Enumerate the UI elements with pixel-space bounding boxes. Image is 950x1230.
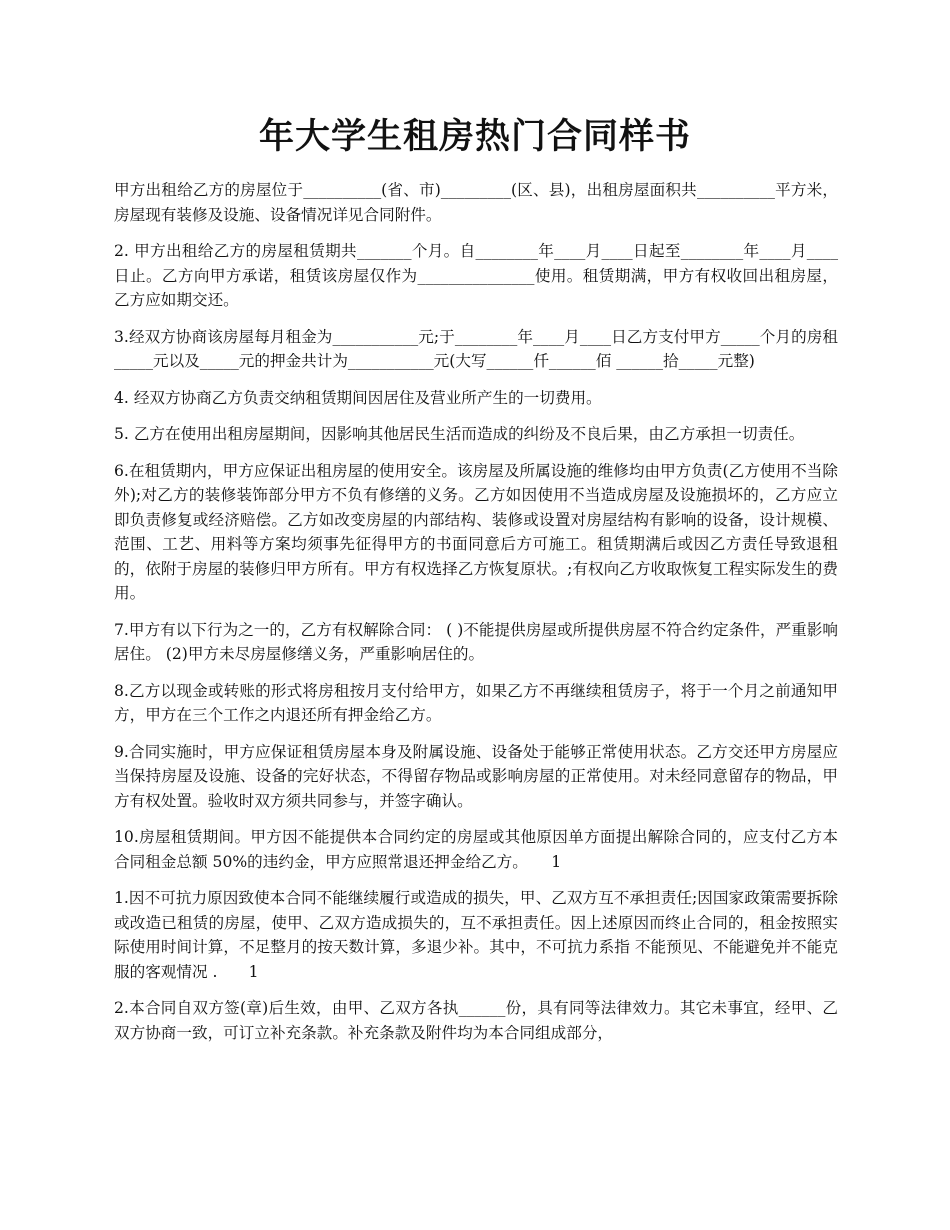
paragraph-payment-method: 8.乙方以现金或转账的形式将房租按月支付给甲方，如果乙方不再继续租赁房子，将于一个月之前通知甲方，甲方在三个工作之内退还所有押金给乙方。 [114, 681, 838, 724]
paragraph-maintenance: 6.在租赁期内，甲方应保证出租房屋的使用安全。该房屋及所属设施的维修均由甲方负责(乙方使用不当除外);对乙方的装修装饰部分甲方不负有修缮的义务。乙方如因使用不当造成房屋及设施损坏的，乙方应立即负责修复或经济赔偿。乙方如改变房屋的内部结构、装修或设置对房屋结构有影响的设备，设计规模、范围、工艺、用料等方案均须事先征得甲方的书面同意后方可施工。租赁期满后或因乙方责任导致退租的，依附于房屋的装修归甲方所有。甲方有权选择乙方恢复原状。;有权向乙方收取恢复工程实际发生的费用。 [114, 461, 838, 602]
paragraph-fees: 4. 经双方协商乙方负责交纳租赁期间因居住及营业所产生的一切费用。 [114, 388, 602, 407]
paragraph-force-majeure: 1.因不可抗力原因致使本合同不能继续履行或造成的损失，甲、乙双方互不承担责任;因国家政策需要拆除或改造已租赁的房屋，使甲、乙双方造成损失的，互不承担责任。因上述原因而终止合同的，租金按照实际使用时间计算，不足整月的按天数计算，多退少补。其中，不可抗力系指 不能预见、不能避免并不能克服的客观情况 . 1 [114, 889, 838, 981]
paragraph-handover: 9.合同实施时，甲方应保证租赁房屋本身及附属设施、设备处于能够正常使用状态。乙方交还甲方房屋应当保持房屋及设施、设备的完好状态，不得留存物品或影响房屋的正常使用。对未经同意留存的物品，甲方有权处置。验收时双方须共同参与，并签字确认。 [114, 742, 838, 810]
paragraph-effectiveness: 2.本合同自双方签(章)后生效，由甲、乙双方各执______份，具有同等法律效力。其它未事宜，经甲、乙双方协商一致，可订立补充条款。补充条款及附件均为本合同组成部分， [114, 999, 838, 1042]
paragraph-liability: 5. 乙方在使用出租房屋期间，因影响其他居民生活而造成的纠纷及不良后果，由乙方承担一切责任。 [114, 425, 805, 443]
paragraph-lease-term: 2. 甲方出租给乙方的房屋租赁期共_______个月。自________年____月____日起至________年____月____日止。乙方向甲方承诺，租赁该房屋仅作为_______________使用。租赁期满，甲方有权收回出租房屋，乙方应如期交还。 [114, 242, 838, 309]
paragraph-termination-rights: 7.甲方有以下行为之一的，乙方有权解除合同： ( )不能提供房屋或所提供房屋不符合约定条件，严重影响居住。 (2)甲方未尽房屋修缮义务，严重影响居住的。 [114, 620, 838, 663]
paragraph-rent-payment: 3.经双方协商该房屋每月租金为___________元;于________年____月____日乙方支付甲方_____个月的房租 _____元以及_____元的押金共计为___________元(大写______仟______佰 ______拾_____元整) [114, 327, 838, 370]
paragraph-breach: 10.房屋租赁期间。甲方因不能提供本合同约定的房屋或其他原因单方面提出解除合同的，应支付乙方本合同租金总额 50%的违约金，甲方应照常退还押金给乙方。 1 [114, 828, 838, 871]
document-title: 年大学生租房热门合同样书 [258, 116, 691, 157]
paragraph-property-location: 甲方出租给乙方的房屋位于__________(省、市)_________(区、县)，出租房屋面积共__________平方米，房屋现有装修及设施、设备情况详见合同附件。 [114, 181, 838, 224]
document-body [114, 178, 838, 1057]
